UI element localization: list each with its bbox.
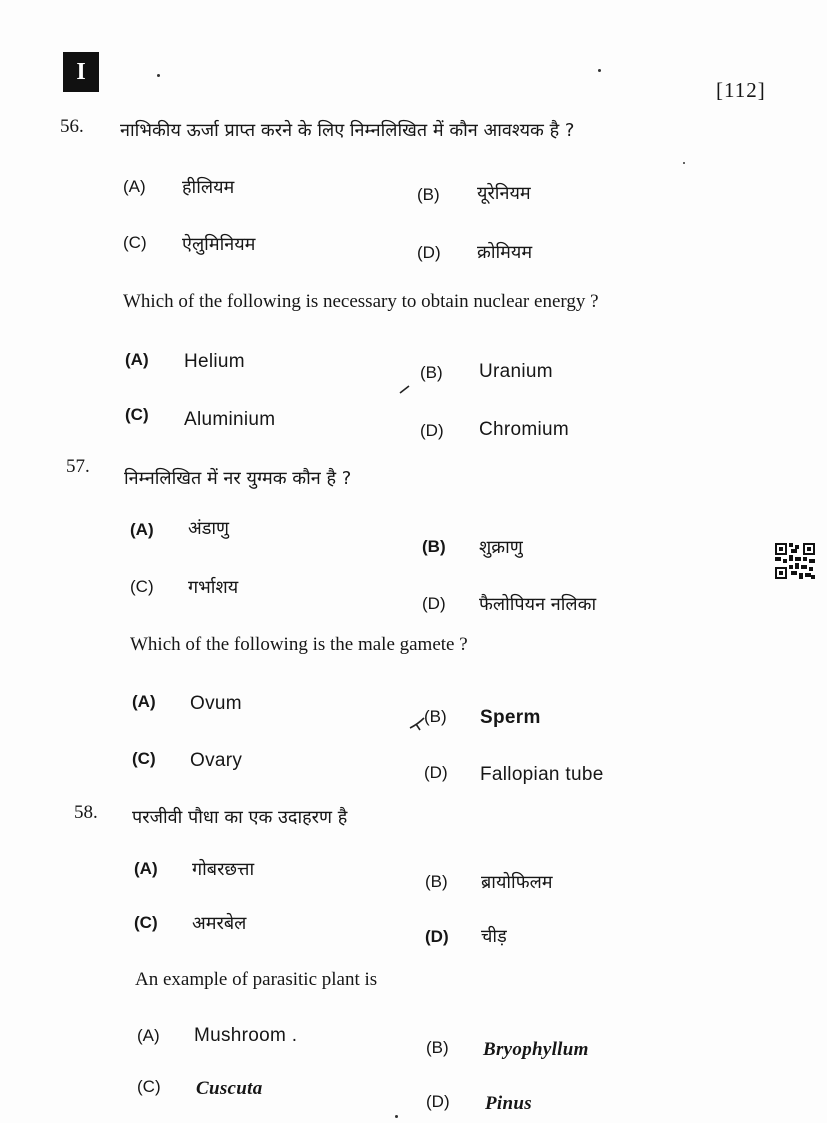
q57-hi-opt-c-label: (C) [130, 577, 154, 596]
qr-code-icon [775, 543, 815, 579]
q56-en-opt-b-label: (B) [420, 363, 443, 382]
q57-en-opt-d-text: Fallopian tube [480, 764, 604, 785]
q56-hi-opt-a-text: हीलियम [182, 177, 235, 198]
q58-en-opt-c-label: (C) [137, 1077, 161, 1096]
q58-hi-opt-a-label: (A) [134, 859, 158, 878]
q58-hi-opt-b-text: ब्रायोफिलम [481, 872, 553, 893]
q58-en-opt-a-text: Mushroom . [194, 1025, 298, 1046]
question-57-hindi: निम्नलिखित में नर युग्मक कौन है ? [124, 468, 352, 489]
question-58-number: 58. [74, 802, 98, 823]
q56-en-opt-c-text: Aluminium [184, 409, 276, 430]
q58-en-opt-c-text: Cuscuta [196, 1078, 263, 1099]
q57-hi-opt-b-text: शुक्राणु [479, 537, 523, 558]
question-57-number: 57. [66, 456, 90, 477]
q57-en-opt-a-label: (A) [132, 692, 156, 711]
question-57-english: Which of the following is the male gamete ? [130, 634, 468, 655]
q56-en-opt-c-label: (C) [125, 405, 149, 424]
q58-en-opt-b-text: Bryophyllum [483, 1039, 589, 1060]
scan-dot [683, 162, 685, 164]
q56-en-opt-a-text: Helium [184, 351, 245, 372]
q56-hi-opt-a-label: (A) [123, 177, 146, 196]
answer-tick-mark [408, 712, 430, 732]
scan-dot [395, 1115, 398, 1118]
q58-en-opt-d-label: (D) [426, 1092, 450, 1111]
q56-hi-opt-b-label: (B) [417, 185, 440, 204]
q56-hi-opt-d-label: (D) [417, 243, 441, 262]
q57-hi-opt-b-label: (B) [422, 537, 446, 556]
q57-en-opt-c-text: Ovary [190, 750, 243, 771]
q58-en-opt-b-label: (B) [426, 1038, 449, 1057]
q57-en-opt-d-label: (D) [424, 763, 448, 782]
q57-hi-opt-d-label: (D) [422, 594, 446, 613]
q57-en-opt-c-label: (C) [132, 749, 156, 768]
q57-en-opt-a-text: Ovum [190, 693, 242, 714]
q57-hi-opt-a-label: (A) [130, 520, 154, 539]
question-56-hindi: नाभिकीय ऊर्जा प्राप्त करने के लिए निम्नलिखित में कौन आवश्यक है ? [120, 120, 575, 141]
q58-hi-opt-c-text: अमरबेल [192, 913, 247, 934]
question-58-english: An example of parasitic plant is [135, 969, 378, 990]
q57-hi-opt-d-text: फैलोपियन नलिका [479, 594, 597, 615]
scan-dot [157, 74, 160, 77]
q58-hi-opt-c-label: (C) [134, 913, 158, 932]
q56-en-opt-d-text: Chromium [479, 419, 570, 440]
q56-hi-opt-b-text: यूरेनियम [477, 183, 531, 204]
question-56-number: 56. [60, 116, 84, 137]
q56-en-opt-d-label: (D) [420, 421, 444, 440]
q58-hi-opt-b-label: (B) [425, 872, 448, 891]
q58-hi-opt-d-text: चीड़ [481, 926, 507, 947]
q56-hi-opt-d-text: क्रोमियम [477, 242, 533, 263]
answer-tick-mark [398, 382, 412, 396]
scan-dot [598, 69, 601, 72]
question-56-english: Which of the following is necessary to obtain nuclear energy ? [123, 291, 599, 312]
q58-en-opt-a-label: (A) [137, 1026, 160, 1045]
q56-en-opt-b-text: Uranium [479, 361, 553, 382]
q56-en-opt-a-label: (A) [125, 350, 149, 369]
q57-en-opt-b-text: Sperm [480, 707, 541, 728]
q57-hi-opt-c-text: गर्भाशय [188, 577, 239, 598]
q57-hi-opt-a-text: अंडाणु [188, 518, 230, 539]
page-number: [112] [716, 78, 766, 102]
q58-hi-opt-a-text: गोबरछत्ता [192, 859, 255, 880]
q56-hi-opt-c-label: (C) [123, 233, 147, 252]
question-58-hindi: परजीवी पौधा का एक उदाहरण है [132, 807, 348, 828]
q58-hi-opt-d-label: (D) [425, 927, 449, 946]
q57-en-opt-b-label: (B) [424, 707, 447, 726]
q56-hi-opt-c-text: ऐलुमिनियम [182, 234, 256, 255]
q58-en-opt-d-text: Pinus [485, 1093, 532, 1114]
section-badge: I [63, 52, 99, 92]
